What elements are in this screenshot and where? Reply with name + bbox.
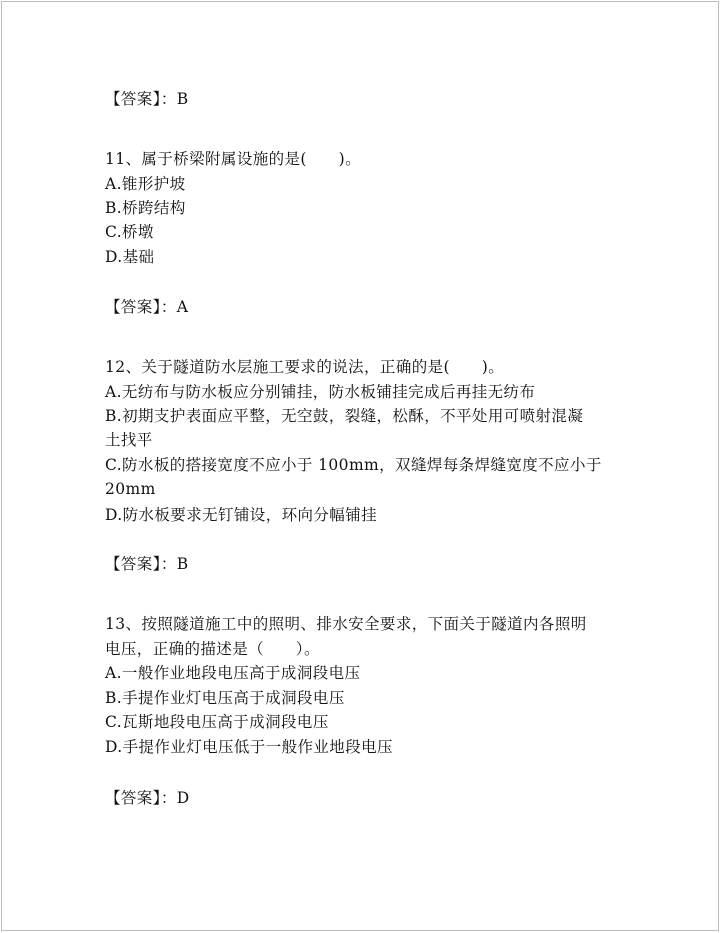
question-12-option-d: D.防水板要求无钉铺设，环向分幅铺挂: [105, 506, 378, 524]
question-13-stem: 13、按照隧道施工中的照明、排水安全要求，下面关于隧道内各照明: [105, 615, 587, 633]
question-12-stem: 12、关于隧道防水层施工要求的说法，正确的是( )。: [105, 358, 505, 376]
question-13-stem-cont: 电压，正确的描述是（ ）。: [105, 640, 320, 658]
document-page: [1, 1, 719, 931]
answer-11: 【答案】：A: [105, 298, 189, 316]
question-12-option-c: C.防水板的搭接宽度不应小于 100mm，双缝焊每条焊缝宽度不应小于: [105, 456, 602, 474]
answer-10: 【答案】：B: [105, 90, 189, 108]
question-13-option-b: B.手提作业灯电压高于成洞段电压: [105, 689, 345, 707]
question-13-option-d: D.手提作业灯电压低于一般作业地段电压: [105, 738, 393, 756]
question-11-option-d: D.基础: [105, 248, 155, 266]
question-12-option-c-cont: 20mm: [105, 480, 156, 498]
question-11-stem: 11、属于桥梁附属设施的是( )。: [105, 150, 362, 168]
question-13-option-c: C.瓦斯地段电压高于成洞段电压: [105, 713, 329, 731]
question-11-option-b: B.桥跨结构: [105, 199, 186, 217]
question-11-option-a: A.锥形护坡: [105, 175, 186, 193]
answer-13: 【答案】：D: [105, 789, 190, 807]
answer-12: 【答案】：B: [105, 555, 189, 573]
question-13-option-a: A.一般作业地段电压高于成洞段电压: [105, 664, 361, 682]
question-11-option-c: C.桥墩: [105, 223, 154, 241]
question-12-option-b-cont: 土找平: [105, 431, 153, 449]
question-12-option-b: B.初期支护表面应平整，无空鼓，裂缝，松酥，不平处用可喷射混凝: [105, 407, 584, 425]
question-12-option-a: A.无纺布与防水板应分别铺挂，防水板铺挂完成后再挂无纺布: [105, 383, 536, 401]
